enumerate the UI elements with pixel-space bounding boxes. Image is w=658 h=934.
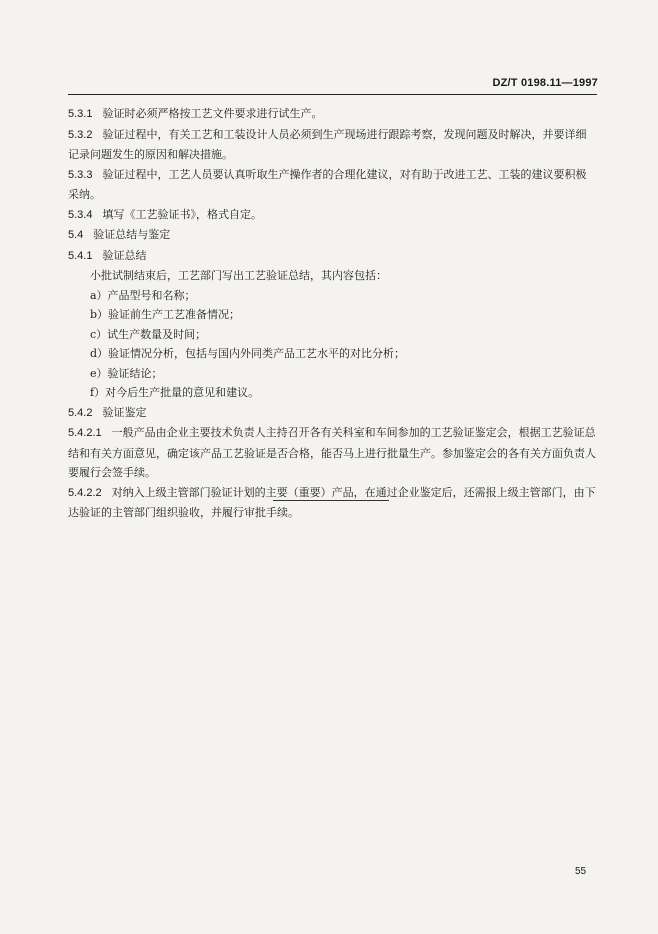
- standard-code-header: DZ/T 0198.11—1997: [492, 77, 598, 89]
- clause-5-4-2-2: [68, 483, 597, 523]
- clause-number: 5.3.1: [68, 108, 93, 120]
- clause-text: 验证时必须严格按工艺文件要求进行试生产。: [102, 107, 323, 120]
- clause-5-3-2: [68, 125, 597, 165]
- clause-5-3-4: [68, 205, 597, 226]
- summary-item-b: b）验证前生产工艺准备情况；: [90, 308, 241, 321]
- clause-text: 填写《工艺验证书》，格式自定。: [102, 207, 262, 221]
- section-5-4-heading: [68, 225, 597, 246]
- summary-item-c: c）试生产数量及时间；: [90, 327, 207, 341]
- section-5-4-2-heading: [68, 403, 597, 424]
- clause-text: 验证过程中，工艺人员要认真听取生产操作者的合理化建议，对有助于改进工艺、工装的建议要积极采纳。: [68, 167, 587, 201]
- clause-text: 验证过程中，有关工艺和工装设计人员必须到生产现场进行跟踪考察，发现问题及时解决，并要详细记录问题发生的原因和解决措施。: [68, 127, 587, 161]
- clause-text: 验证鉴定: [102, 405, 147, 419]
- clause-number: 5.4.2.1: [68, 427, 102, 439]
- end-of-text-rule: [273, 500, 389, 501]
- clause-number: 5.4.2: [68, 406, 93, 419]
- header-rule: [68, 94, 597, 95]
- clause-text: 一般产品由企业主要技术负责人主持召开各有关科室和车间参加的工艺验证鉴定会，根据工艺验证总结和有关方面意见，确定该产品工艺验证是否合格，能否马上进行批量生产。参加鉴定会的各有关方面负责人要履行会签手续。: [68, 426, 596, 479]
- section-5-4-1-heading: [68, 246, 597, 267]
- document-body: [68, 104, 597, 523]
- page-number: 55: [575, 866, 587, 877]
- summary-item-e: e）验证结论；: [90, 366, 163, 380]
- summary-intro: 小批试制结束后，工艺部门写出工艺验证总结，其内容包括：: [90, 269, 387, 282]
- clause-5-4-2-1: [68, 423, 597, 483]
- clause-5-3-1: [68, 104, 597, 125]
- clause-text: 验证总结: [102, 248, 147, 262]
- clause-number: 5.4.2.2: [68, 486, 102, 499]
- clause-number: 5.4.1: [68, 249, 93, 262]
- clause-number: 5.4: [68, 229, 84, 241]
- summary-item-f: f）对今后生产批量的意见和建议。: [90, 386, 260, 399]
- summary-item-d: d）验证情况分析，包括与国内外同类产品工艺水平的对比分析；: [90, 347, 406, 360]
- clause-number: 5.3.4: [68, 208, 93, 221]
- clause-number: 5.3.3: [68, 168, 93, 181]
- clause-5-3-3: [68, 165, 597, 205]
- clause-text: 验证总结与鉴定: [93, 228, 171, 241]
- summary-item-a: a）产品型号和名称；: [90, 288, 196, 302]
- clause-number: 5.3.2: [68, 128, 93, 141]
- clause-text: 对纳入上级主管部门验证计划的主要（重要）产品，在通过企业鉴定后，还需报上级主管部门，由下达验证的主管部门组织验收，并履行审批手续。: [68, 485, 596, 519]
